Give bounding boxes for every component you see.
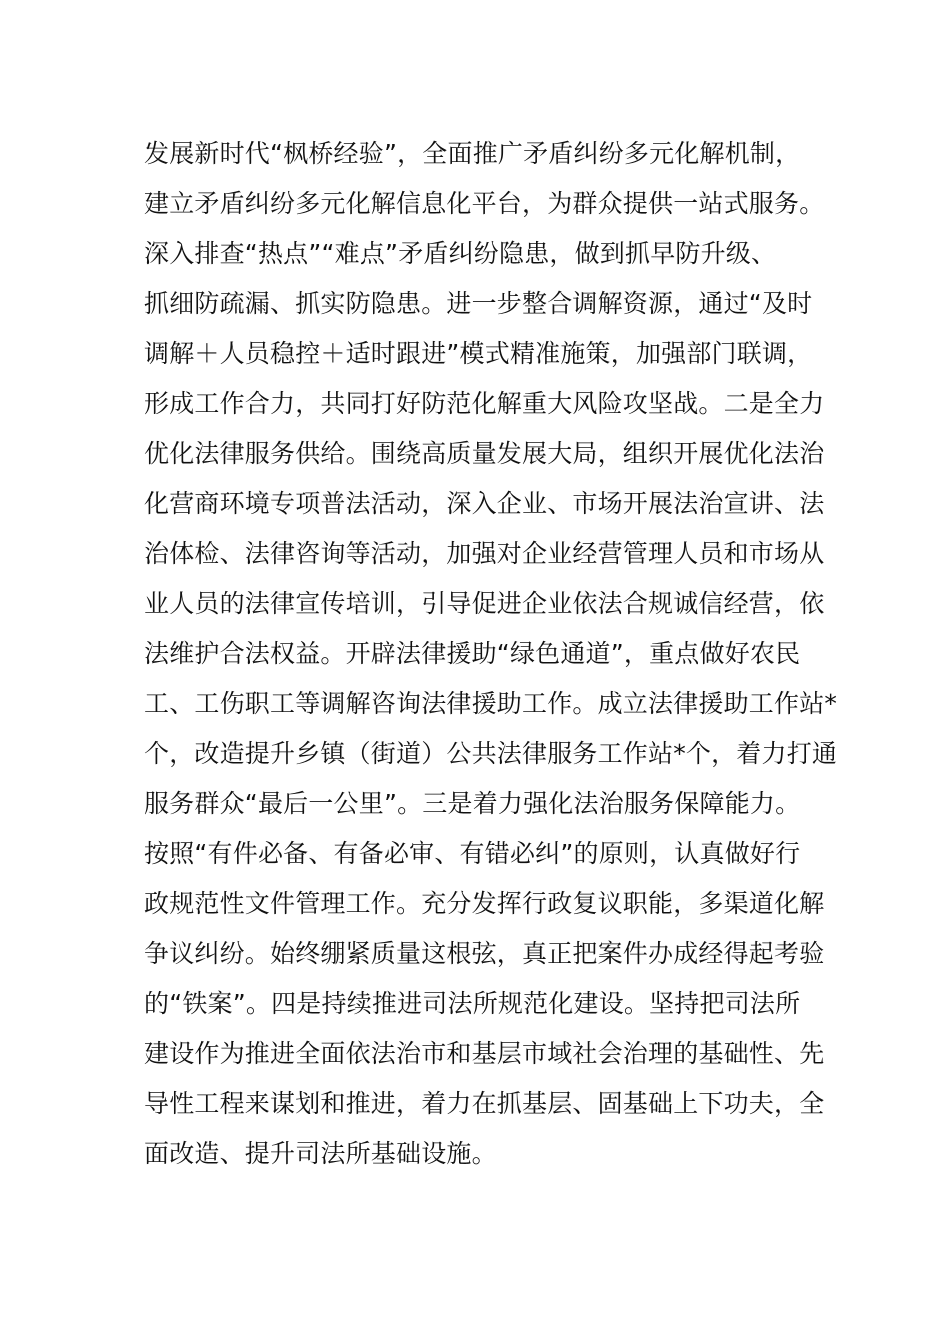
text-line-13: 个，改造提升乡镇（街道）公共法律服务工作站*个，着力打通 (144, 739, 838, 768)
text-line-19: 建设作为推进全面依法治市和基层市域社会治理的基础性、先 (144, 1039, 825, 1068)
text-line-9: 治体检、法律咨询等活动，加强对企业经营管理人员和市场从 (144, 539, 825, 568)
text-line-3: 深入排查“热点”“难点”矛盾纠纷隐患，做到抓早防升级、 (144, 239, 777, 268)
text-line-8: 化营商环境专项普法活动，深入企业、市场开展法治宣讲、法 (144, 489, 825, 518)
body-paragraph (144, 129, 838, 1179)
text-line-18: 的“铁案”。四是持续推进司法所规范化建设。坚持把司法所 (144, 989, 801, 1018)
text-line-17: 争议纠纷。始终绷紧质量这根弦，真正把案件办成经得起考验 (144, 939, 825, 968)
text-line-5: 调解＋人员稳控＋适时跟进”模式精准施策，加强部门联调， (144, 339, 813, 368)
text-line-15: 按照“有件必备、有备必审、有错必纠”的原则，认真做好行 (144, 839, 801, 868)
text-line-12: 工、工伤职工等调解咨询法律援助工作。成立法律援助工作站* (144, 689, 838, 718)
text-line-11: 法维护合法权益。开辟法律援助“绿色通道”，重点做好农民 (144, 639, 801, 668)
text-line-16: 政规范性文件管理工作。充分发挥行政复议职能，多渠道化解 (144, 889, 825, 918)
text-line-20: 导性工程来谋划和推进，着力在抓基层、固基础上下功夫，全 (144, 1089, 825, 1118)
text-line-21: 面改造、提升司法所基础设施。 (144, 1139, 497, 1168)
text-line-7: 优化法律服务供给。围绕高质量发展大局，组织开展优化法治 (144, 439, 825, 468)
text-line-14: 服务群众“最后一公里”。三是着力强化法治服务保障能力。 (144, 789, 801, 818)
text-line-6: 形成工作合力，共同打好防范化解重大风险攻坚战。二是全力 (144, 389, 825, 418)
text-line-2: 建立矛盾纠纷多元化解信息化平台，为群众提供一站式服务。 (144, 189, 825, 218)
text-line-10: 业人员的法律宣传培训，引导促进企业依法合规诚信经营，依 (144, 589, 825, 618)
text-line-4: 抓细防疏漏、抓实防隐患。进一步整合调解资源，通过“及时 (144, 289, 813, 318)
text-line-1: 发展新时代“枫桥经验”，全面推广矛盾纠纷多元化解机制， (144, 139, 801, 168)
